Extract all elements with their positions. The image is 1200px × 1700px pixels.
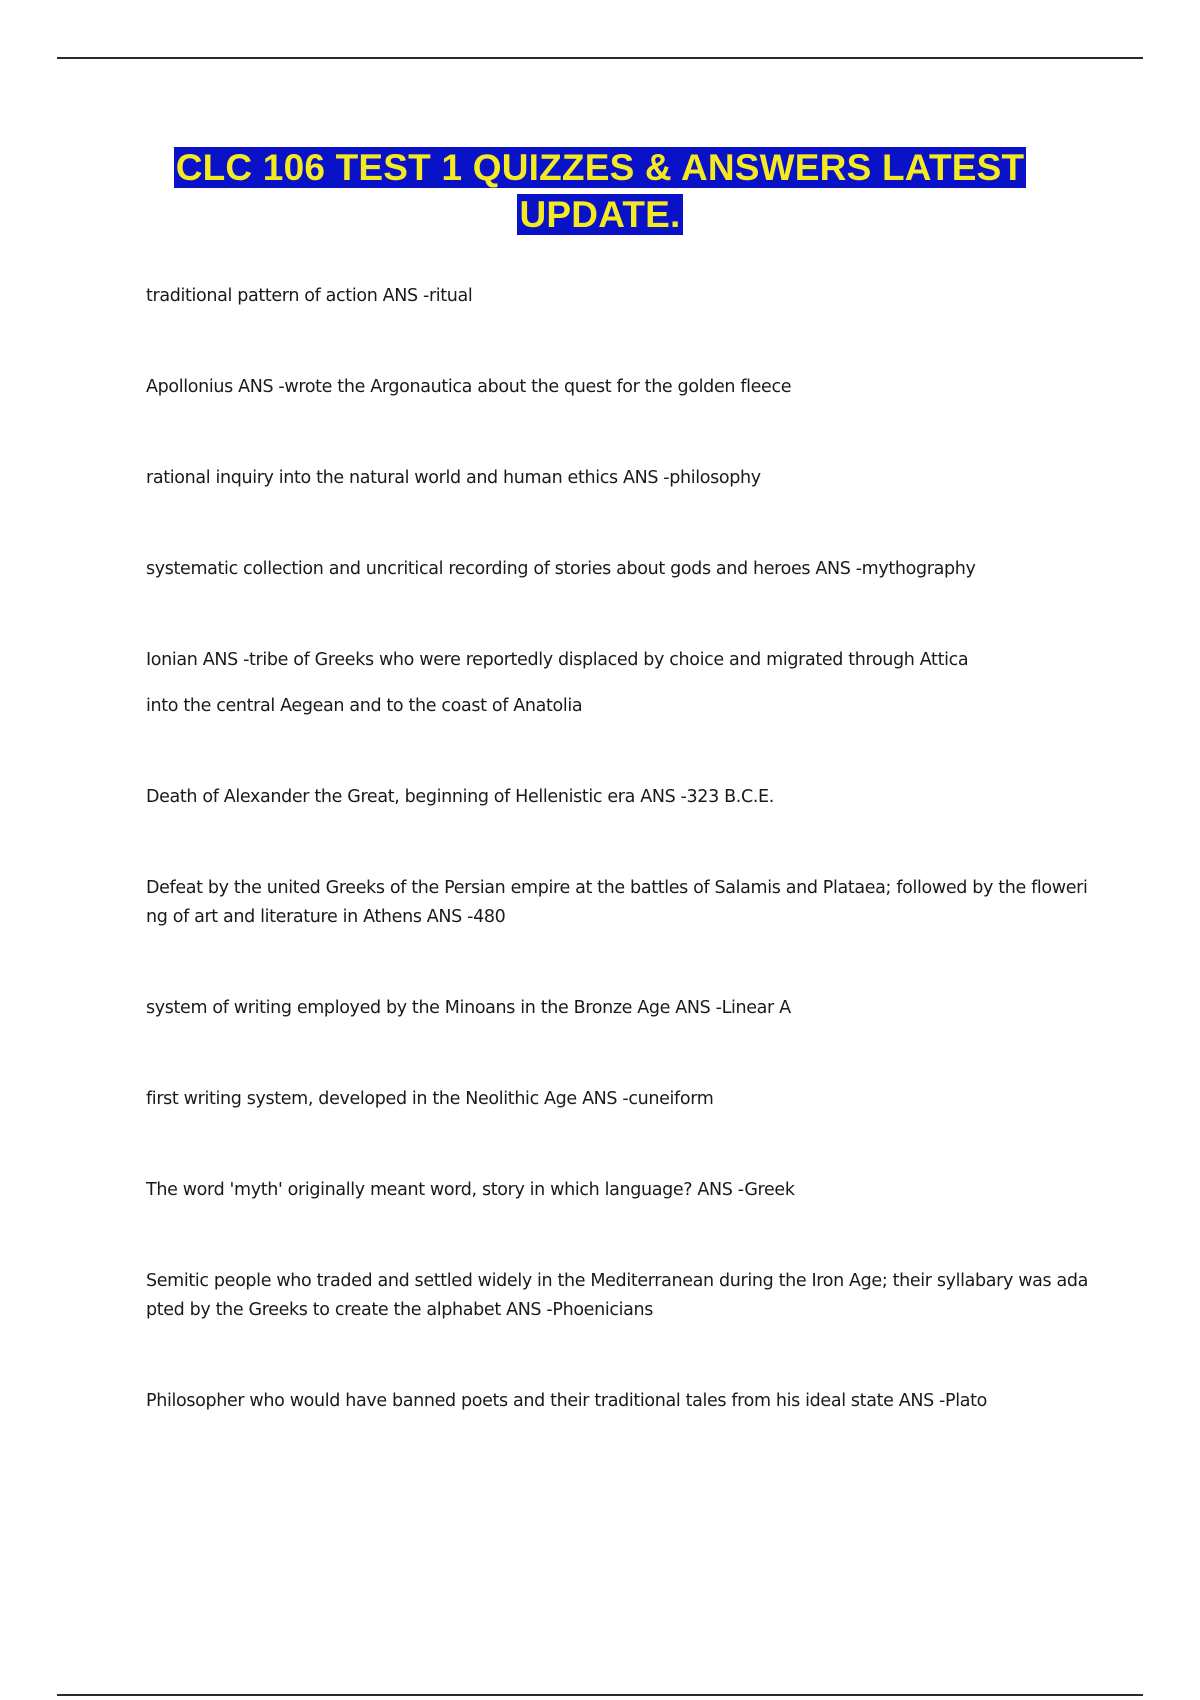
qa-text: Defeat by the united Greeks of the Persian empire at the battles of Salamis and Plataea; followed by the flowering of art and literature in Athens ANS -480 bbox=[146, 878, 1088, 927]
qa-item bbox=[146, 783, 1096, 812]
qa-item bbox=[146, 1387, 1096, 1416]
bottom-rule bbox=[57, 1694, 1143, 1696]
qa-text: Philosopher who would have banned poets and their traditional tales from his ideal state ANS -Plato bbox=[146, 1391, 987, 1411]
qa-text: systematic collection and uncritical recording of stories about gods and heroes ANS -mythography bbox=[146, 559, 976, 579]
qa-item bbox=[146, 1085, 1096, 1114]
qa-text: rational inquiry into the natural world and human ethics ANS -philosophy bbox=[146, 468, 761, 488]
qa-list bbox=[146, 282, 1096, 1416]
document-title bbox=[100, 144, 1100, 238]
qa-text: The word 'myth' originally meant word, story in which language? ANS -Greek bbox=[146, 1180, 795, 1200]
qa-item bbox=[146, 1176, 1096, 1205]
qa-item bbox=[146, 555, 1096, 584]
qa-text: Apollonius ANS -wrote the Argonautica about the quest for the golden fleece bbox=[146, 377, 792, 397]
qa-item bbox=[146, 994, 1096, 1023]
qa-item bbox=[146, 464, 1096, 493]
qa-text: traditional pattern of action ANS -ritual bbox=[146, 286, 473, 306]
qa-item bbox=[146, 646, 1096, 721]
qa-text-line2: into the central Aegean and to the coast of Anatolia bbox=[146, 696, 583, 716]
title-text: CLC 106 TEST 1 QUIZZES & ANSWERS LATEST UPDATE. bbox=[175, 147, 1025, 235]
top-rule bbox=[57, 57, 1143, 59]
qa-text-line1: Ionian ANS -tribe of Greeks who were reportedly displaced by choice and migrated through Attica bbox=[146, 650, 969, 670]
qa-item bbox=[146, 1267, 1096, 1325]
qa-text: system of writing employed by the Minoans in the Bronze Age ANS -Linear A bbox=[146, 998, 791, 1018]
qa-item bbox=[146, 282, 1096, 311]
qa-item bbox=[146, 874, 1096, 932]
qa-text: first writing system, developed in the Neolithic Age ANS -cuneiform bbox=[146, 1089, 714, 1109]
qa-text: Semitic people who traded and settled widely in the Mediterranean during the Iron Age; their syllabary was adapted by the Greeks to create the alphabet ANS -Phoenicians bbox=[146, 1271, 1089, 1320]
qa-text: Death of Alexander the Great, beginning of Hellenistic era ANS -323 B.C.E. bbox=[146, 787, 774, 807]
qa-item bbox=[146, 373, 1096, 402]
